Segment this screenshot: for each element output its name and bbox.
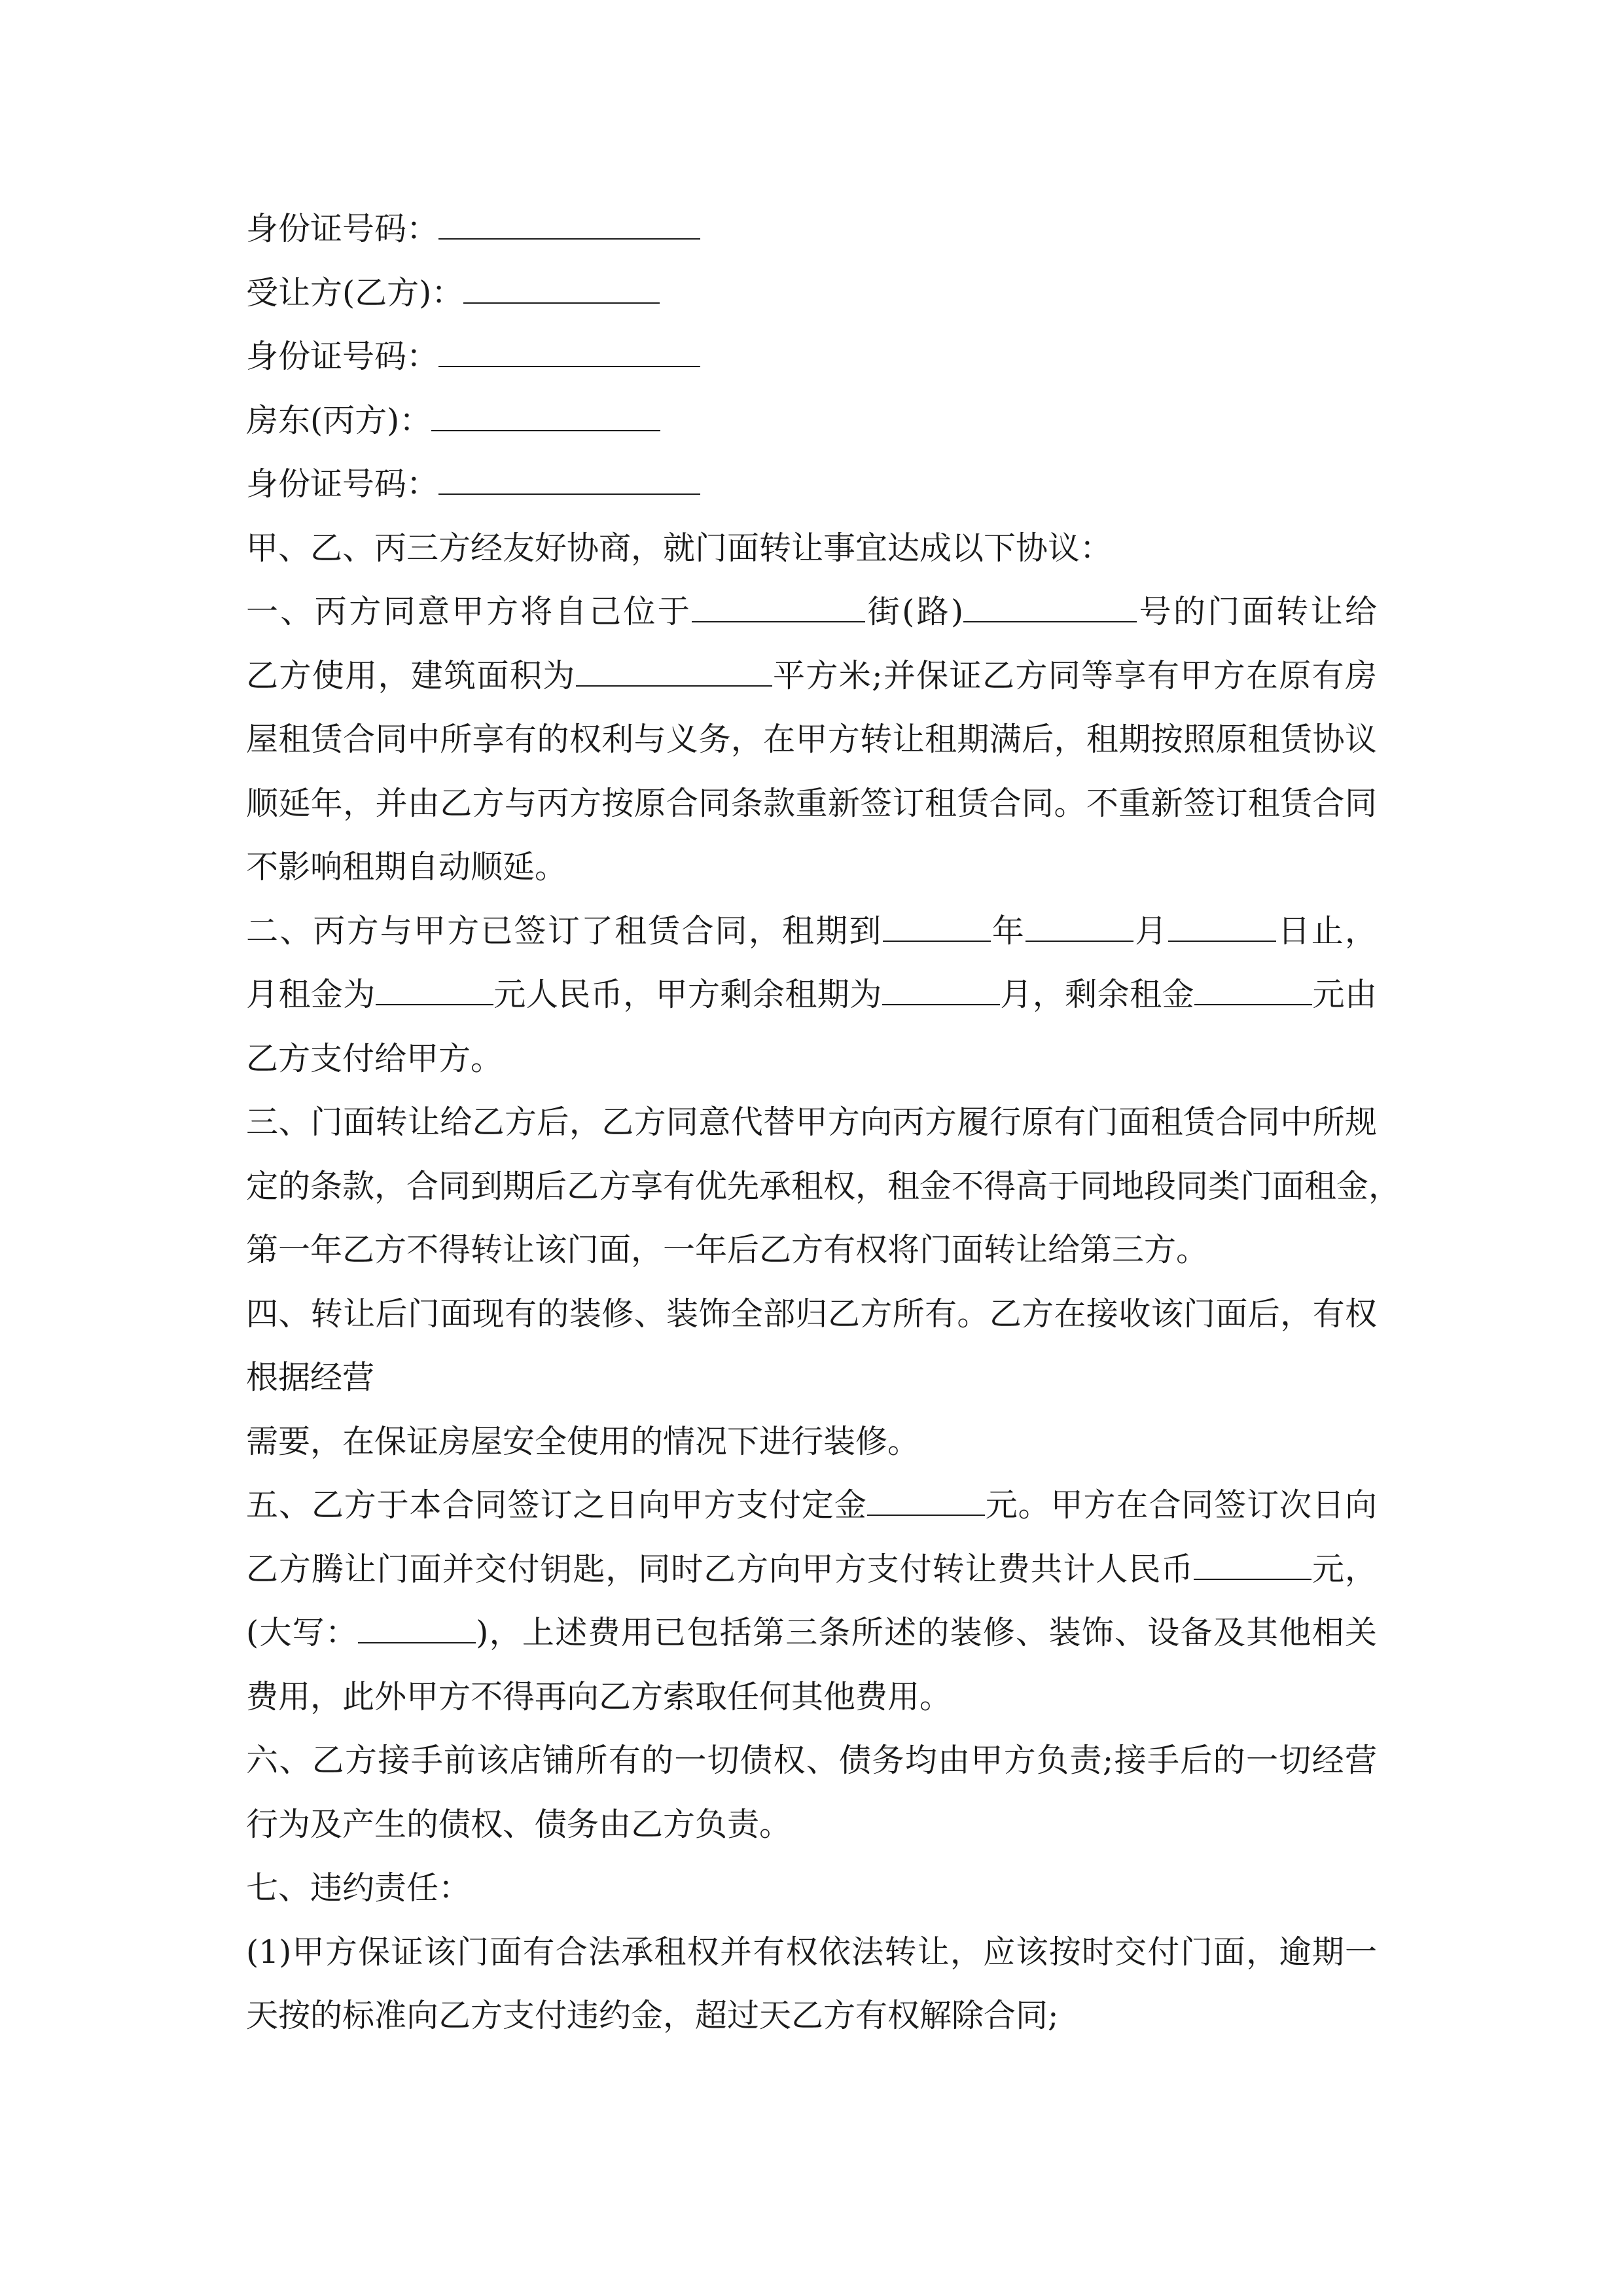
fill-blank[interactable] [463, 274, 660, 304]
clause7-line2: 天按的标准向乙方支付违约金，超过天乙方有权解除合同; [246, 1997, 1059, 2034]
clause5-line4: 费用，此外甲方不得再向乙方索取任何其他费用。 [246, 1678, 952, 1715]
clause1-line4: 顺延年，并由乙方与丙方按原合同条款重新签订租赁合同。不重新签订租赁合同 [246, 785, 1377, 822]
clause6-line1: 六、乙方接手前该店铺所有的一切债权、债务均由甲方负责;接手后的一切经营 [246, 1742, 1377, 1779]
field-transferee [246, 274, 660, 313]
intro-paragraph: 甲、乙、丙三方经友好协商，就门面转让事宜达成以下协议： [246, 529, 1113, 567]
field-label: 房东(丙方)： [246, 402, 432, 439]
fill-blank[interactable] [376, 975, 493, 1005]
clause2-line3: 乙方支付给甲方。 [246, 1040, 503, 1077]
fill-blank[interactable] [438, 337, 700, 367]
field-label: 身份证号码： [246, 465, 439, 503]
field-transferor-id [246, 209, 700, 249]
clause5-line2: 乙方腾让门面并交付钥匙，同时乙方向甲方支付转让费共计人民币 元， [246, 1551, 1377, 1588]
clause7-line1: (1)甲方保证该门面有合法承租权并有权依法转让，应该按时交付门面，逾期一 [246, 1933, 1377, 1971]
fill-blank[interactable] [1194, 1550, 1311, 1580]
field-label: 身份证号码： [246, 210, 439, 247]
field-label: 受让方(乙方)： [246, 274, 464, 312]
field-landlord [246, 401, 660, 440]
clause4-line1: 四、转让后门面现有的装修、装饰全部归乙方所有。乙方在接收该门面后，有权 [246, 1295, 1377, 1333]
clause1-line3: 屋租赁合同中所享有的权利与义务，在甲方转让租期满后，租期按照原租赁协议 [246, 721, 1377, 758]
field-label: 身份证号码： [246, 338, 439, 375]
fill-blank[interactable] [358, 1613, 476, 1643]
clause4-line2: 根据经营 [246, 1359, 375, 1396]
clause4-line3: 需要，在保证房屋安全使用的情况下进行装修。 [246, 1423, 920, 1460]
fill-blank[interactable] [883, 912, 991, 942]
fill-blank[interactable] [576, 656, 772, 687]
fill-blank[interactable] [692, 592, 865, 622]
fill-blank[interactable] [431, 401, 660, 431]
fill-blank[interactable] [1194, 975, 1312, 1005]
clause2-line2: 月租金为 元人民币，甲方剩余租期为 月，剩余租金 元由 [246, 976, 1377, 1013]
clause6-line2: 行为及产生的债权、债务由乙方负责。 [246, 1806, 792, 1843]
fill-blank[interactable] [882, 975, 1000, 1005]
field-landlord-id [246, 465, 700, 504]
clause3-line1: 三、门面转让给乙方后，乙方同意代替甲方向丙方履行原有门面租赁合同中所规 [246, 1103, 1377, 1141]
clause5-line1: 五、乙方于本合同签订之日向甲方支付定金 元。甲方在合同签订次日向 [246, 1486, 1377, 1524]
fill-blank[interactable] [867, 1486, 985, 1516]
clause3-line3: 第一年乙方不得转让该门面，一年后乙方有权将门面转让给第三方。 [246, 1231, 1209, 1268]
clause1-line5: 不影响租期自动顺延。 [246, 848, 567, 886]
fill-blank[interactable] [438, 209, 700, 240]
clause1-line2: 乙方使用，建筑面积为 平方米;并保证乙方同等享有甲方在原有房 [246, 657, 1377, 694]
clause5-line3: (大写： )，上述费用已包括第三条所述的装修、装饰、设备及其他相关 [246, 1614, 1377, 1651]
clause1-line1: 一、丙方同意甲方将自己位于 街(路) 号的门面转让给 [246, 593, 1377, 630]
fill-blank[interactable] [1168, 912, 1276, 942]
clause2-line1: 二、丙方与甲方已签订了租赁合同，租期到 年 月 日止， [246, 912, 1377, 950]
fill-blank[interactable] [963, 592, 1137, 622]
field-transferee-id [246, 337, 700, 376]
fill-blank[interactable] [1026, 912, 1133, 942]
clause7-title: 七、违约责任： [246, 1869, 471, 1907]
clause3-line2: 定的条款，合同到期后乙方享有优先承租权，租金不得高于同地段同类门面租金， [246, 1168, 1401, 1205]
fill-blank[interactable] [438, 465, 700, 495]
